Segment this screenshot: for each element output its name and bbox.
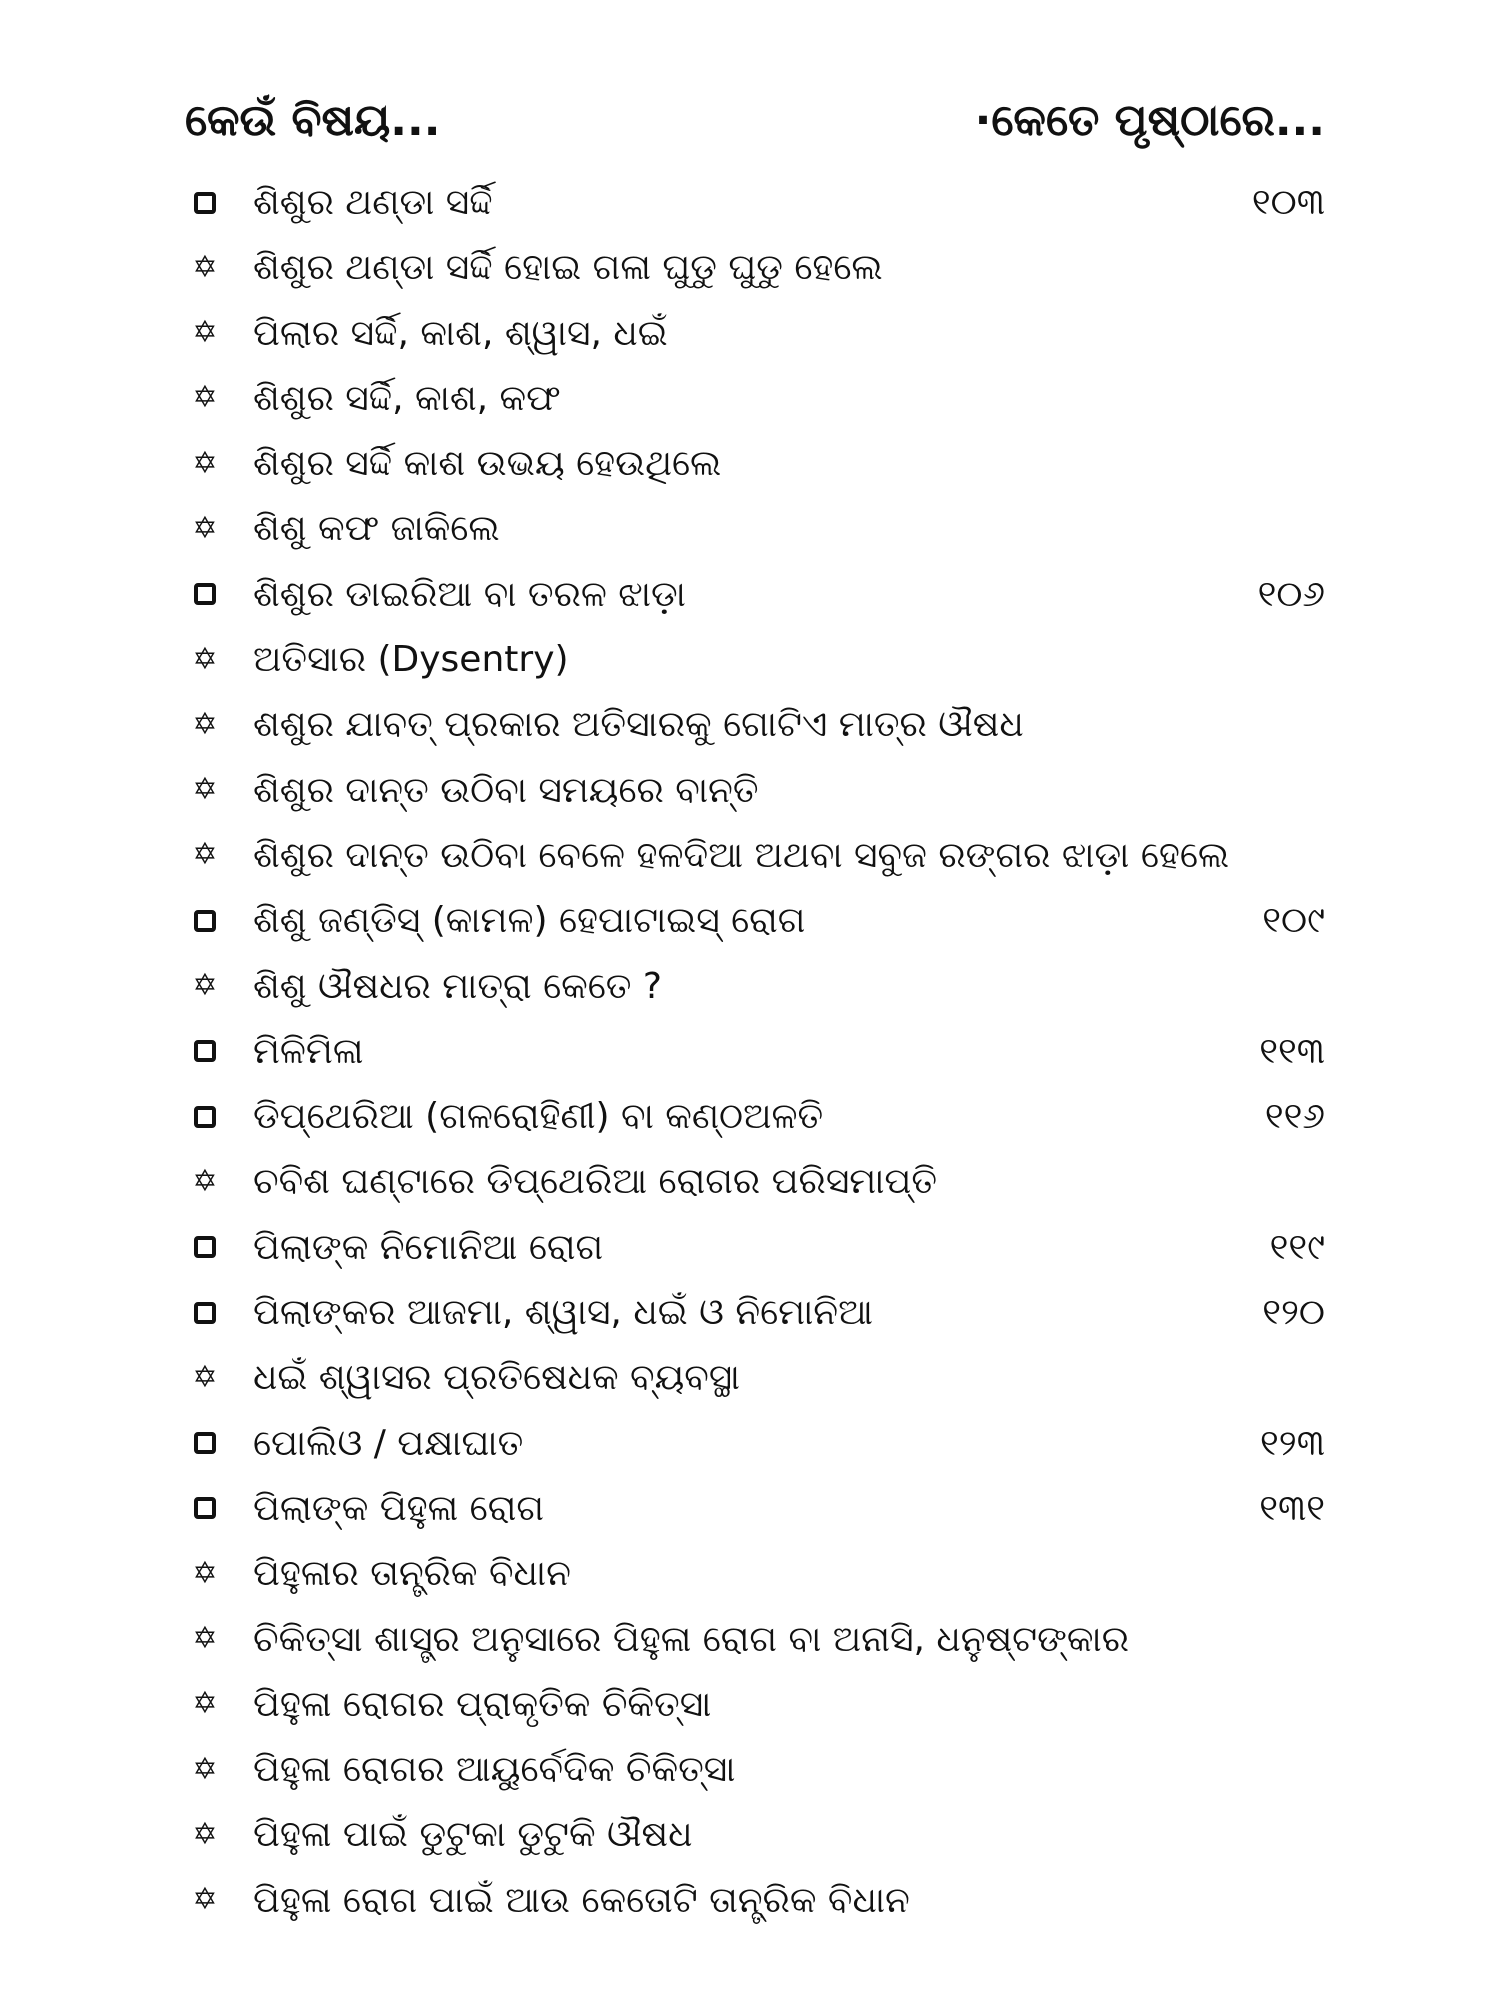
toc-entry-page-number: ୧୨୩ (1260, 1422, 1325, 1464)
toc-entry-page-number: ୧୧୬ (1264, 1096, 1325, 1138)
checkbox-square-icon (185, 170, 225, 235)
star-bullet-icon: ✡ (192, 315, 218, 351)
toc-entry (185, 1737, 1325, 1802)
toc-entry (185, 1476, 1325, 1541)
toc-entry-title: ଶିଶୁର ଥଣ୍ଡା ସର୍ଦ୍ଦି ହୋଇ ଗଳା ଘୁଡୁ ଘୁଡୁ ହେଲେ (253, 247, 883, 289)
toc-entry (185, 888, 1325, 953)
toc-entry (185, 823, 1325, 888)
star-bullet-icon: ✡ (192, 1751, 218, 1787)
toc-entry (185, 1215, 1325, 1280)
star-bullet-icon: ✡ (192, 968, 218, 1004)
star-bullet-icon: ✡ (192, 1621, 218, 1657)
toc-entry-title: ପିହୁଳାର ତାନ୍ତ୍ରିକ ବିଧାନ (253, 1553, 571, 1595)
toc-entry-page-number: ୧୧୩ (1259, 1030, 1325, 1072)
toc-entry-title: ପିଲାଙ୍କର ଆଜମା, ଶ୍ୱାସ, ଧଇଁ ଓ ନିମୋନିଆ (253, 1292, 873, 1334)
toc-entry-page-number: ୧୦୯ (1262, 900, 1325, 942)
toc-entry-title: ଶିଶୁର ସର୍ଦ୍ଦି, କାଶ, କଫ (253, 377, 561, 419)
toc-entry (185, 1345, 1325, 1410)
toc-entry-title: ଶଶୁର ଯାବତ୍ ପ୍ରକାର ଅତିସାରକୁ ଗୋଟିଏ ମାତ୍ର ଔଷଧ (253, 704, 1024, 746)
star-bullet-icon: ✡ (192, 1686, 218, 1722)
toc-entry-title: ଡିପ୍‌ଥେରିଆ (ଗଳରୋହିଣୀ) ବା କଣ୍ଠଅଳତି (253, 1096, 824, 1138)
star-bullet-icon: ✡ (192, 1882, 218, 1918)
toc-entry-page-number: ୧୨୦ (1262, 1292, 1325, 1334)
toc-entry-title: ଶିଶୁ କଫ ଜାକିଲେ (253, 508, 500, 550)
toc-entry (185, 496, 1325, 561)
toc-entry-page-number: ୧୦୩ (1251, 182, 1325, 223)
toc-entry (185, 1149, 1325, 1214)
checkbox-square-icon (185, 1411, 225, 1476)
toc-entry (185, 1019, 1325, 1084)
toc-entry (185, 954, 1325, 1019)
toc-entry-title: ଅତିସାର (Dysentry) (253, 639, 569, 681)
checkbox-square-icon (185, 562, 225, 627)
toc-entry (185, 1868, 1325, 1933)
toc-entry (185, 301, 1325, 366)
checkbox-square-icon (185, 888, 225, 953)
page-column-heading: ·କେତେ ପୃଷ୍ଠାରେ... (974, 95, 1325, 146)
toc-entry (185, 431, 1325, 496)
toc-entry-title: ଶିଶୁର ଦାନ୍ତ ଉଠିବା ସମୟରେ ବାନ୍ତି (253, 769, 759, 811)
toc-list (185, 170, 1325, 1933)
toc-entry (185, 366, 1325, 431)
toc-entry (185, 627, 1325, 692)
star-bullet-icon: ✡ (192, 641, 218, 677)
checkbox-square-icon (185, 1019, 225, 1084)
toc-entry-title: ପିଲାଙ୍କ ନିମୋନିଆ ରୋଗ (253, 1226, 604, 1268)
star-bullet-icon: ✡ (192, 1555, 218, 1591)
toc-entry (185, 170, 1325, 235)
toc-header (185, 95, 1325, 155)
toc-entry (185, 692, 1325, 757)
toc-entry (185, 1084, 1325, 1149)
toc-entry-title: ପିଲାଙ୍କ ପିହୁଳା ରୋଗ (253, 1487, 544, 1529)
toc-entry (185, 1541, 1325, 1606)
star-bullet-icon: ✡ (192, 510, 218, 546)
toc-entry-title: ପିହୁଳା ରୋଗର ଆୟୁର୍ବେଦିକ ଚିକିତ୍ସା (253, 1749, 736, 1791)
star-bullet-icon: ✡ (192, 1359, 218, 1395)
toc-entry-title: ଶିଶୁର ଦାନ୍ତ ଉଠିବା ବେଳେ ହଳଦିଆ ଅଥବା ସବୁଜ ରଙ୍ଗର ଝାଡ଼ା ହେଲେ (253, 834, 1230, 876)
toc-entry-title: ଶିଶୁ ଔଷଧର ମାତ୍ରା କେତେ ? (253, 965, 662, 1007)
toc-entry (185, 1280, 1325, 1345)
toc-entry (185, 235, 1325, 300)
star-bullet-icon: ✡ (192, 1163, 218, 1199)
checkbox-square-icon (185, 1215, 225, 1280)
toc-entry-title: ଶିଶୁର ଡାଇରିଆ ବା ତରଳ ଝାଡ଼ା (253, 573, 686, 615)
toc-entry-title: ଶିଶୁ ଜଣ୍ଡିସ୍ (କାମଳ) ହେପାଟାଇସ୍ ରୋଗ (253, 900, 806, 942)
toc-entry-title: ଶିଶୁର ସର୍ଦ୍ଦି କାଶ ଉଭୟ ହେଉଥିଲେ (253, 443, 722, 485)
star-bullet-icon: ✡ (192, 706, 218, 742)
star-bullet-icon: ✡ (192, 249, 218, 285)
toc-entry (185, 562, 1325, 627)
toc-entry-title: ଚିକିତ୍ସା ଶାସ୍ତ୍ର ଅନୁସାରେ ପିହୁଳା ରୋଗ ବା ଅନାସି, ଧନୁଷ୍ଟଙ୍କାର (253, 1618, 1130, 1660)
toc-entry (185, 1411, 1325, 1476)
checkbox-square-icon (185, 1280, 225, 1345)
star-bullet-icon: ✡ (192, 380, 218, 416)
star-bullet-icon: ✡ (192, 772, 218, 808)
toc-entry-title: ପିହୁଳା ରୋଗର ପ୍ରାକୃତିକ ଚିକିତ୍ସା (253, 1683, 712, 1725)
toc-entry (185, 1802, 1325, 1867)
star-bullet-icon: ✡ (192, 1816, 218, 1852)
toc-entry-title: ଚବିଶ ଘଣ୍ଟାରେ ଡିପ୍‌ଥେରିଆ ରୋଗର ପରିସମାପ୍ତି (253, 1161, 938, 1203)
toc-entry-title: ଶିଶୁର ଥଣ୍ଡା ସର୍ଦ୍ଦି (253, 182, 493, 223)
toc-entry-title: ମିଳିମିଳା (253, 1030, 364, 1072)
toc-entry (185, 1672, 1325, 1737)
star-bullet-icon: ✡ (192, 837, 218, 873)
toc-entry-title: ପିହୁଳା ପାଇଁ ଡୁଟୁକା ଡୁଟୁକି ଔଷଧ (253, 1814, 693, 1856)
toc-entry-page-number: ୧୧୯ (1269, 1226, 1325, 1268)
toc-entry-title: ପୋଲିଓ / ପକ୍ଷାଘାତ (253, 1422, 524, 1464)
toc-entry (185, 758, 1325, 823)
toc-entry-title: ପିହୁଳା ରୋଗ ପାଇଁ ଆଉ କେତୋଟି ତାନ୍ତ୍ରିକ ବିଧାନ (253, 1879, 910, 1921)
toc-entry-title: ପିଲାର ସର୍ଦ୍ଦି, କାଶ, ଶ୍ୱାସ, ଧଇଁ (253, 312, 668, 354)
toc-entry-title: ଧଇଁ ଶ୍ୱାସର ପ୍ରତିଷେଧକ ବ୍ୟବସ୍ଥା (253, 1357, 740, 1399)
toc-entry-page-number: ୧୩୧ (1259, 1487, 1325, 1529)
toc-entry-page-number: ୧୦୬ (1257, 573, 1325, 615)
topic-column-heading: କେଉଁ ବିଷୟ... (185, 95, 441, 146)
checkbox-square-icon (185, 1084, 225, 1149)
toc-entry (185, 1607, 1325, 1672)
checkbox-square-icon (185, 1476, 225, 1541)
star-bullet-icon: ✡ (192, 445, 218, 481)
